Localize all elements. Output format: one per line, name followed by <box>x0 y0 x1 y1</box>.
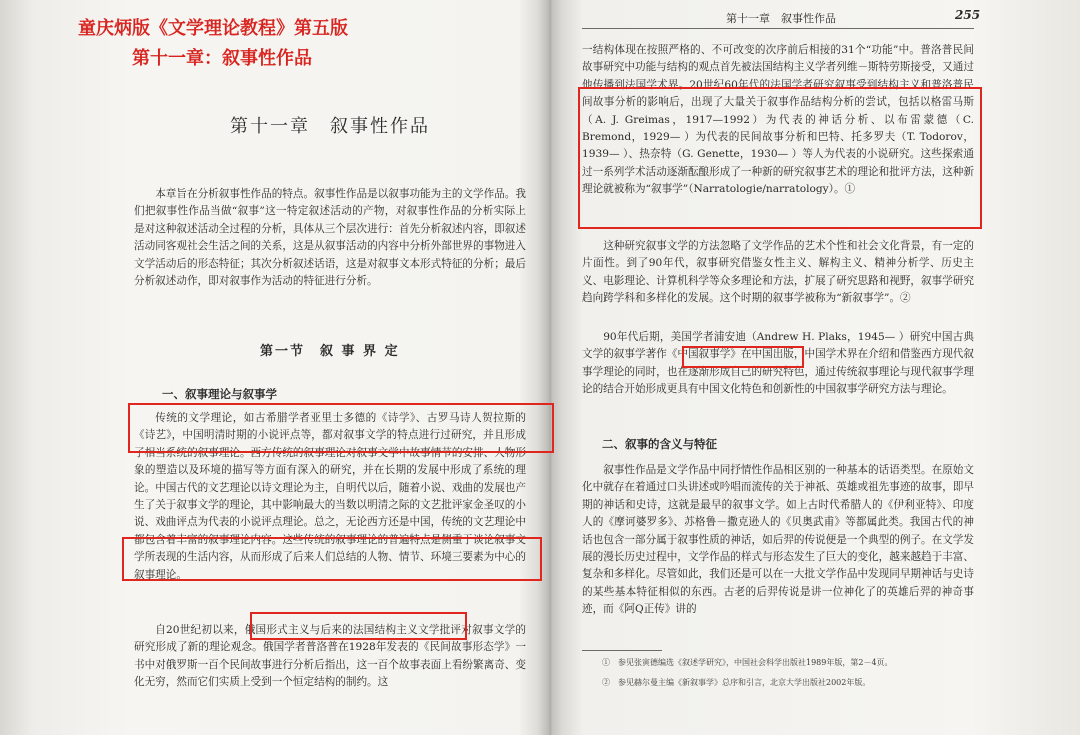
spine-shadow <box>538 0 562 735</box>
page-number: 255 <box>955 8 981 22</box>
footnote-2: ② 参见赫尔曼主编《新叙事学》总序和引言，北京大学出版社2002年版。 <box>602 678 871 687</box>
paragraph-plaks: 90年代后期，美国学者浦安迪（Andrew H. Plaks，1945— ）研究中国古典文学的叙事学著作《中国叙事学》在中国出版，中国学术界在介绍和借鉴西方现代叙事学理论的同时，也在逐渐形成自己的研究特色，通过传统叙事理论与现代叙事学理论的结合开始形成更具有中国文化特色和创新性的中国叙事学研究方法与理论。 <box>582 331 974 396</box>
header-rule <box>582 28 974 29</box>
subsection-title-narrative-theory: 一、叙事理论与叙事学 <box>162 387 277 401</box>
highlight-box-traditional-summary <box>122 537 542 581</box>
overlay-chapter-title: 第十一章：叙事性作品 <box>132 48 312 69</box>
paragraph-traditional-theory: 传统的文学理论，如古希腊学者亚里士多德的《诗学》、古罗马诗人贺拉斯的《诗艺》，中国明清时期的小说评点等，都对叙事文学的特点进行过研究，并且形成了相当系统的叙事理论。西方传统的叙事理论对叙事文学中故事情节的安排、人物形象的塑造以及环境的描写等方面有深入的研究，并在长期的发展中形成了系统的理论。中国古代的文艺理论以诗文理论为主，自明代以后，随着小说、戏曲的发展也产生了关于叙事文学的理论，其中影响最大的当数以明清之际的文艺批评家金圣叹的小说、戏曲评点为代表的小说评点理论。总之，无论西方还是中国，传统的文艺理论中都包含着丰富的叙事理论内容。这些传统的叙事理论的普遍特点是侧重于谈论叙事文学所表现的生活内容，从而形成了后来人们总结的人物、情节、环境三要素为中心的叙事理论。 <box>134 412 526 581</box>
highlight-box-narratology <box>578 87 982 229</box>
paragraph-new-narratology: 这种研究叙事文学的方法忽略了文学作品的艺术个性和社会文化背景，有一定的片面性。到了90年代，叙事研究借鉴女性主义、解构主义、精神分析学、历史主义、电影理论、计算机科学等众多理论和方法，扩展了研究思路和视野，叙事学研究趋向跨学科和多样化的发展。这个时期的叙事学被称为“新叙事学”。② <box>582 240 974 305</box>
paragraph-narrative-works: 叙事性作品是文学作品中同抒情性作品相区别的一种基本的话语类型。在原始文化中就存在着通过口头讲述或吟唱而流传的关于神祇、英雄或祖先事迹的故事，即早期的神话和史诗，这就是最早的叙事文学。如上古时代希腊人的《伊利亚特》、印度人的《摩诃婆罗多》、苏格鲁－撒克逊人的《贝奥武甫》等都属此类。我国古代的神话也包含一部分属于叙事性质的神话，如后羿的传说便是一个典型的例子。在文学发展的漫长历史过程中，文学作品的样式与形态发生了巨大的变化，越来越趋于丰富、复杂和多样化。尽管如此，我们还是可以在一大批文学作品中发现同早期神话与史诗的某些基本特征相似的东西。古老的后羿传说是讲一位神化了的英雄后羿的神奇事迹，而《阿Q正传》讲的 <box>582 464 974 616</box>
chapter-title: 第十一章 叙事性作品 <box>230 116 430 137</box>
section-title: 第一节 叙 事 界 定 <box>260 344 400 359</box>
running-header: 第十一章 叙事性作品 <box>726 12 836 25</box>
paragraph-structuralism: 一结构体现在按照严格的、不可改变的次序前后相接的31个“功能”中。普洛普民间故事研究中功能与结构的观点首先被法国结构主义学者列维－斯特劳斯接受，又通过他传播到法国学术界。20世纪60年代的法国学者研究叙事受到结构主义和普洛普民间故事分析的影响后，出现了大量关于叙事作品结构分析的尝试，包括以格雷马斯（A. J. Greimas，1917—1992）为代表的神话分析、以布雷蒙德（C. Bremond，1929— ）为代表的民间故事分析和巴特、托多罗夫（T. Todorov，1939— ）、热奈特（G. Genette，1930— ）等人为代表的小说研究。这些探索通过一系列学术活动逐渐酝酿形成了一种新的研究叙事艺术的理论和批评方法，这种新理论就被称为“叙事学”（Narratologie/narratology）。① <box>582 44 974 196</box>
paragraph-20th-century: 自20世纪初以来，俄国形式主义与后来的法国结构主义文学批评对叙事文学的研究形成了新的理论观念。俄国学者普洛普在1928年发表的《民间故事形态学》一书中对俄罗斯一百个民间故事进行分析后指出，这一百个故事表面上看纷繁离奇、变化无穷，然而它们实质上受到一个恒定结构的制约。这 <box>134 624 526 689</box>
intro-paragraph: 本章旨在分析叙事性作品的特点。叙事性作品是以叙事功能为主的文学作品。我们把叙事性作品当做“叙事”这一特定叙述活动的产物，对叙事性作品的分析实际上是对这种叙述活动全过程的分析，具体从三个层次进行：首先分析叙述内容，即叙述活动同客观社会生活之间的关系，这是从叙事活动的内容中分析外部世界的事物进入文学活动后的形态特征；其次分析叙述话语，这是对叙事文本形式特征的分析；最后分析叙述动作，即对叙事作为活动的特征进行分析。 <box>134 188 526 288</box>
highlight-box-chinese-narratology <box>682 346 804 368</box>
highlight-box-formalism <box>250 612 467 640</box>
footnote-rule <box>582 650 662 651</box>
overlay-book-title: 童庆炳版《文学理论教程》第五版 <box>78 18 348 39</box>
subsection-title-meaning: 二、叙事的含义与特征 <box>602 437 717 451</box>
footnote-1: ① 参见张寅德编选《叙述学研究》，中国社会科学出版社1989年版，第2－4页。 <box>602 658 893 667</box>
highlight-box-classical-poetics <box>128 403 554 453</box>
